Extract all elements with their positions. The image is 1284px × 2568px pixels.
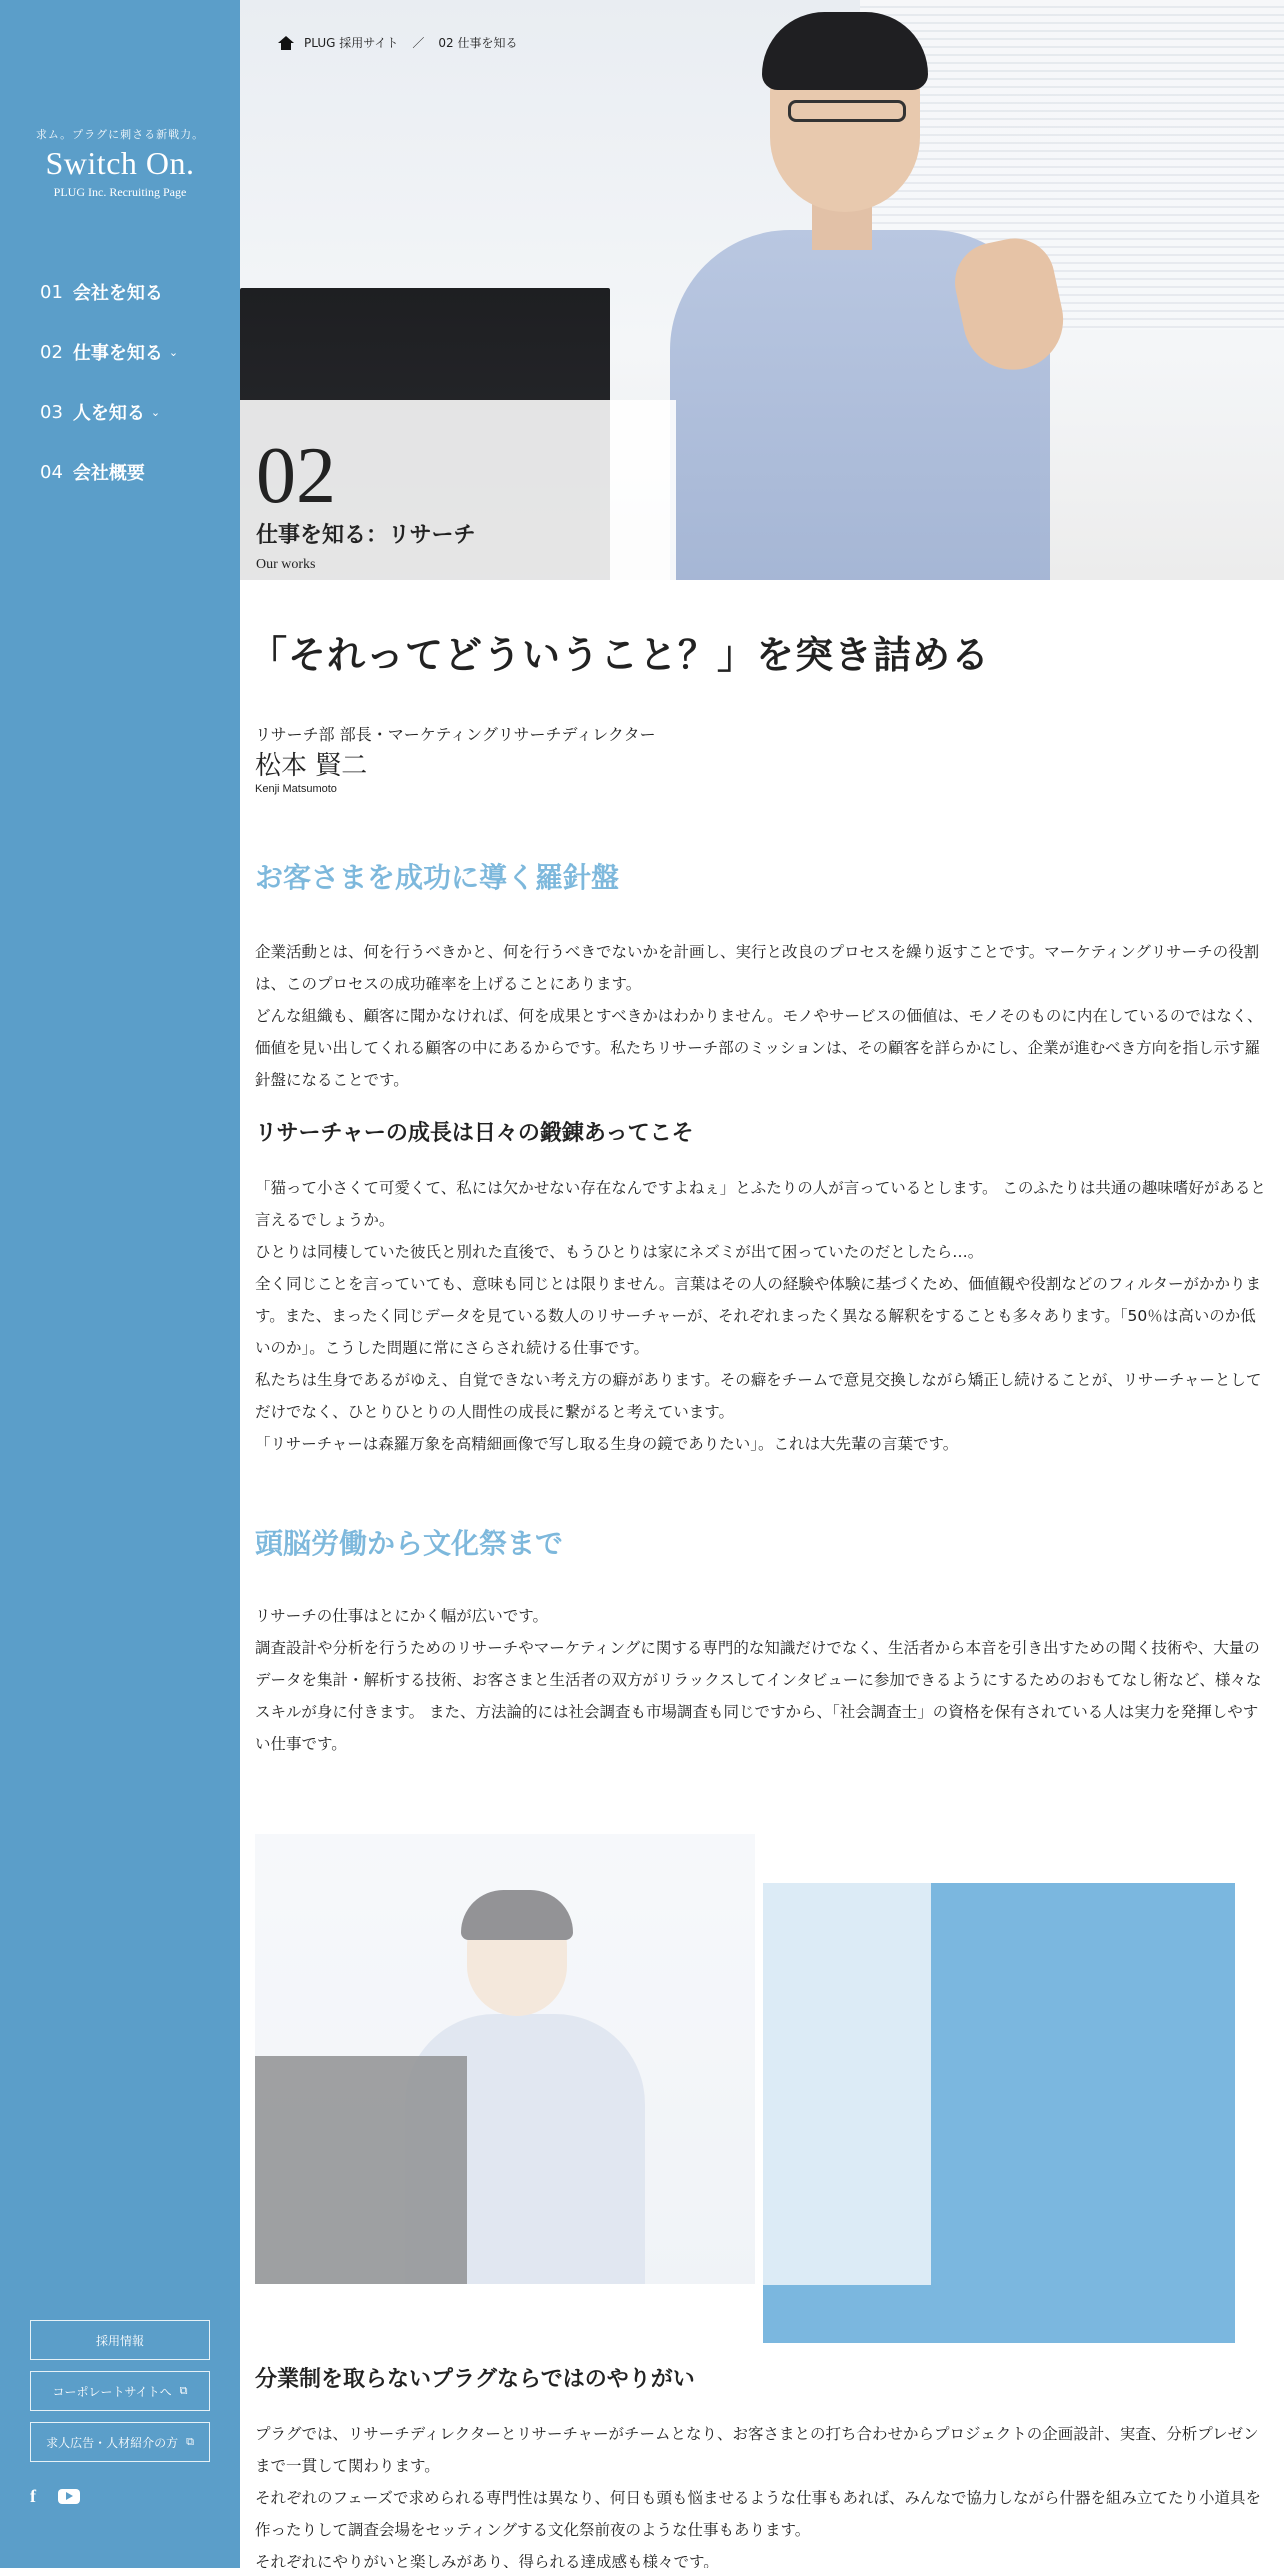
paragraph: どんな組織も、顧客に聞かなければ、何を成果とすべきかはわかりません。モノやサービスの価値は、モノそのものに内在しているのではなく、価値を見い出してくれる顧客の中にあるからです。私たちリサーチ部のミッションは、その顧客を詳らかにし、企業が進むべき方向を指し示す羅針盤になることです。 xyxy=(255,1007,1263,1089)
paragraph: 全く同じことを言っていても、意味も同じとは限りません。言葉はその人の経験や体験に基づくため、価値観や役割などのフィルターがかかります。また、まったく同じデータを見ている数人のリサーチャーが、それぞれまったく異なる解釈をすることも多々あります。「50％は高いのか低いのか」。こうした問題に常にさらされ続ける仕事です。 xyxy=(255,1275,1261,1357)
paragraph: それぞれにやりがいと楽しみがあり、得られる達成感も様々です。 xyxy=(255,2553,719,2568)
breadcrumb-home-link[interactable]: PLUG 採用サイト xyxy=(304,36,399,50)
breadcrumb xyxy=(278,34,518,51)
page-subtitle: Our works xyxy=(256,557,316,572)
section-body-rewarding xyxy=(255,2418,1267,2568)
nav-label: 会社概要 xyxy=(72,463,145,484)
brand-logo[interactable] xyxy=(0,126,240,200)
button-label: 採用情報 xyxy=(95,2333,144,2348)
nav-item-people[interactable] xyxy=(40,382,178,442)
facebook-icon[interactable]: f xyxy=(30,2486,36,2506)
paragraph: 企業活動とは、何を行うべきかと、何を行うべきでないかを計画し、実行と改良のプロセスを繰り返すことです。マーケティングリサーチの役割は、このプロセスの成功確率を上げることにあります。 xyxy=(255,943,1260,993)
main-nav xyxy=(40,262,178,502)
paragraph: 「猫って小さくて可愛くて、私には欠かせない存在なんですよねぇ」とふたりの人が言っているとします。 このふたりは共通の趣味嗜好があると言えるでしょうか。 xyxy=(255,1179,1266,1229)
nav-item-company[interactable] xyxy=(40,262,178,322)
breadcrumb-separator: ／ xyxy=(412,36,425,50)
recruit-info-button[interactable] xyxy=(30,2320,210,2360)
author-name-en: Kenji Matsumoto xyxy=(255,783,337,795)
button-label: 求人広告・人材紹介の方 xyxy=(46,2435,179,2450)
nav-item-overview[interactable] xyxy=(40,442,178,502)
youtube-icon[interactable] xyxy=(58,2489,80,2504)
breadcrumb-current: 02 仕事を知る xyxy=(438,36,518,50)
nav-number: 03 xyxy=(40,401,63,423)
brand-tagline: 求ム。プラグに刺さる新戦力。 xyxy=(35,128,205,141)
author-role: リサーチ部 部長・マーケティングリサーチディレクター xyxy=(255,725,656,744)
hero-photo-person xyxy=(640,0,1080,580)
nav-label: 仕事を知る xyxy=(72,343,163,364)
article xyxy=(249,620,1267,2568)
section-body-growth xyxy=(255,1172,1267,1460)
hero xyxy=(240,0,1284,580)
social-links xyxy=(30,2486,80,2507)
chevron-down-icon: ⌄ xyxy=(150,405,161,419)
nav-number: 04 xyxy=(40,461,63,483)
agency-button[interactable] xyxy=(30,2422,210,2462)
nav-item-works[interactable] xyxy=(40,322,178,382)
section-title-culture: 頭脳労働から文化祭まで xyxy=(255,1527,564,1560)
section-title-growth: リサーチャーの成長は日々の鍛錬あってこそ xyxy=(255,1121,694,1146)
paragraph: 「リサーチャーは森羅万象を高精細画像で写し取る生身の鏡でありたい」。これは大先輩の言葉です。 xyxy=(255,1435,959,1453)
paragraph: プラグでは、リサーチディレクターとリサーチャーがチームとなり、お客さまとの打ち合わせからプロジェクトの企画設計、実査、分析プレゼンまで一貫して関わります。 xyxy=(255,2425,1259,2475)
paragraph: リサーチの仕事はとにかく幅が広いです。 xyxy=(255,1607,548,1625)
external-link-icon: ⧉ xyxy=(179,2384,188,2397)
nav-label: 会社を知る xyxy=(72,283,163,304)
section-title-rewarding: 分業制を取らないプラグならではのやりがい xyxy=(255,2367,695,2392)
article-photo xyxy=(255,1834,755,2284)
section-body-compass xyxy=(255,936,1267,1096)
nav-number: 02 xyxy=(40,341,63,363)
home-icon[interactable] xyxy=(278,36,294,50)
section-body-culture xyxy=(255,1600,1267,1760)
external-link-icon: ⧉ xyxy=(186,2435,194,2448)
paragraph: それぞれのフェーズで求められる専門性は異なり、何日も頭も悩ませるような仕事もあれば、みんなで協力しながら什器を組み立てたり小道具を作ったりして調査会場をセッティングする文化祭前夜のような仕事もあります。 xyxy=(255,2489,1261,2539)
chevron-down-icon: ⌄ xyxy=(168,345,179,359)
article-headline: 「それってどういうこと？」を突き詰める xyxy=(249,633,991,677)
button-label: コーポレートサイトへ xyxy=(52,2384,172,2399)
paragraph: 私たちは生身であるがゆえ、自覚できない考え方の癖があります。その癖をチームで意見交換しながら矯正し続けることが、リサーチャーとしてだけでなく、ひとりひとりの人間性の成長に繋がると考えています。 xyxy=(255,1371,1262,1421)
paragraph: 調査設計や分析を行うためのリサーチやマーケティングに関する専門的な知識だけでなく、生活者から本音を引き出すための聞く技術や、大量のデータを集計・解析する技術、お客さまと生活者の双方がリラックスしてインタビューに参加できるようにするためのおもてなし術など、様々なスキルが身に付きます。 また、方法論的には社会調査も市場調査も同じですから、「社会調査士」の資格を保有されている人は実力を発揮しやすい仕事です。 xyxy=(255,1639,1262,1753)
brand-name: Switch On. xyxy=(45,145,195,181)
nav-label: 人を知る xyxy=(72,403,145,424)
author-name: 松本 賢二 xyxy=(255,751,368,781)
section-title-compass: お客さまを成功に導く羅針盤 xyxy=(255,861,620,894)
sidebar xyxy=(0,0,240,2568)
corporate-site-button[interactable] xyxy=(30,2371,210,2411)
brand-subtitle: PLUG Inc. Recruiting Page xyxy=(53,185,187,200)
paragraph: ひとりは同棲していた彼氏と別れた直後で、もうひとりは家にネズミが出て困っていたのだとしたら…。 xyxy=(255,1243,984,1261)
page-number: 02 xyxy=(256,432,336,520)
sidebar-buttons xyxy=(30,2320,210,2473)
page-title-box xyxy=(240,400,676,580)
page-title: 仕事を知る：リサーチ xyxy=(256,522,476,548)
nav-number: 01 xyxy=(40,281,63,303)
decorative-light-block xyxy=(763,1883,931,2285)
